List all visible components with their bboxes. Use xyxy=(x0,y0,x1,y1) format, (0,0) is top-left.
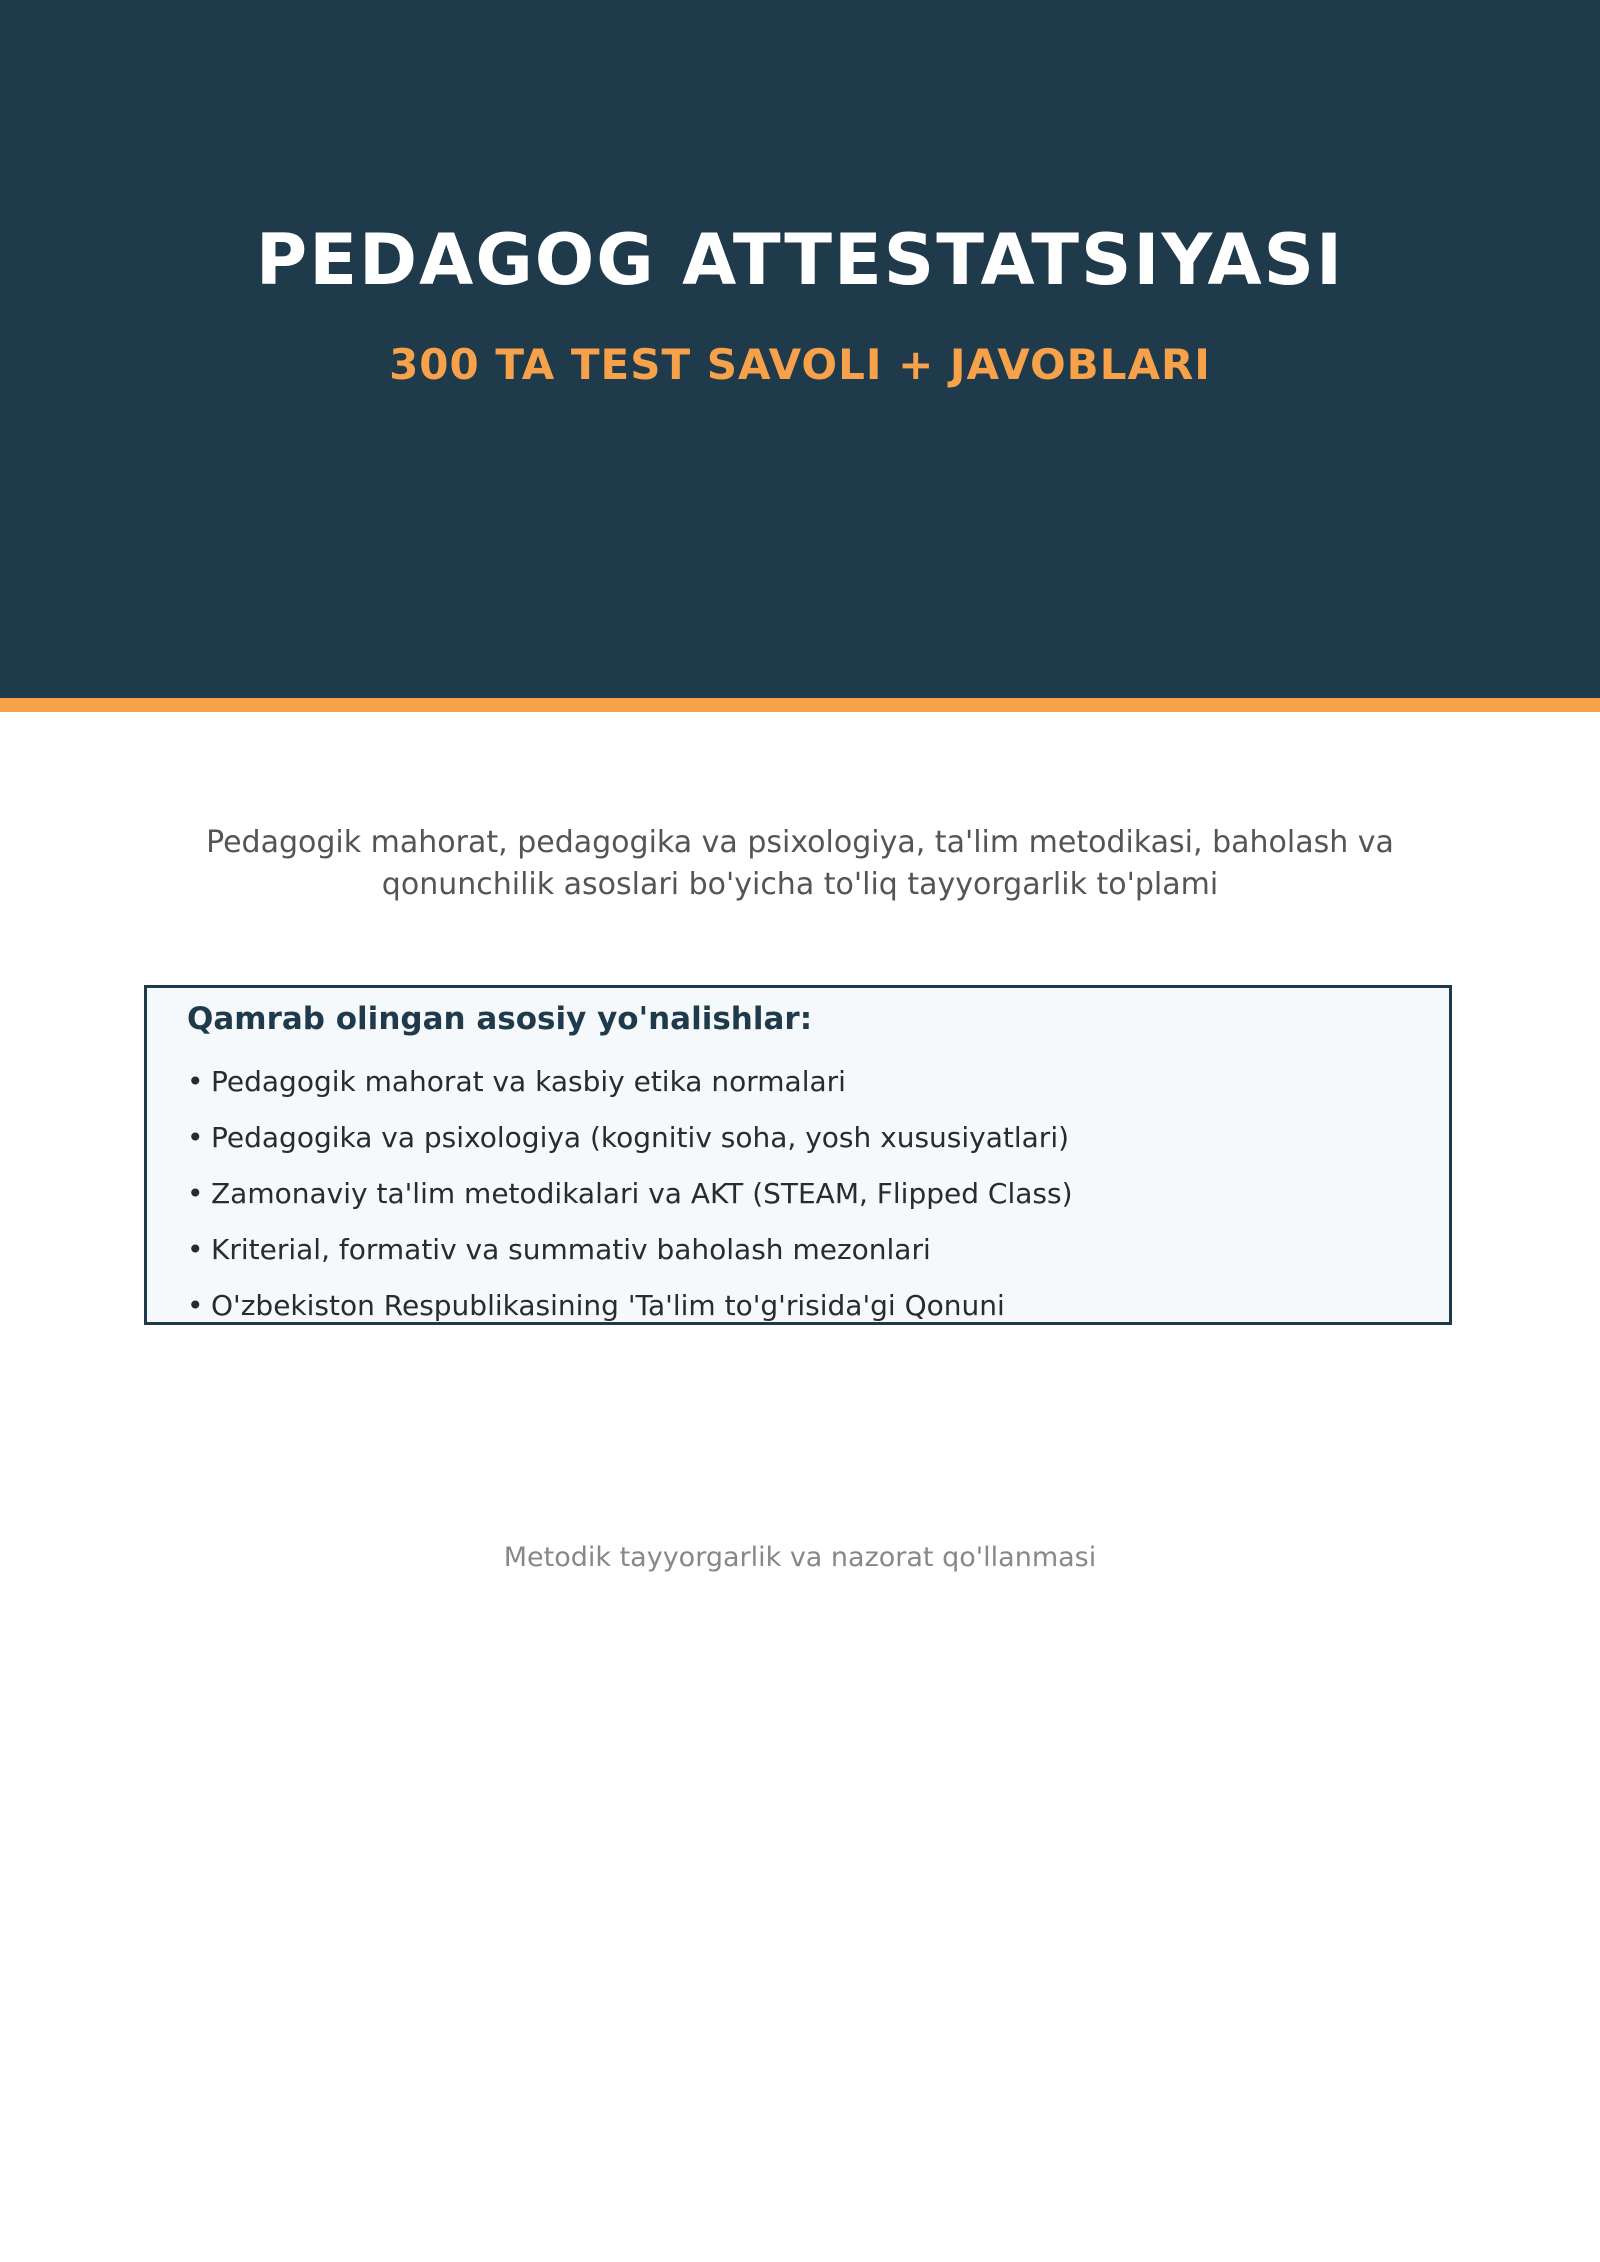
list-item xyxy=(187,1222,1073,1278)
topic-list xyxy=(187,1054,1073,1334)
topic-label: Kriterial, formativ va summativ baholash mezonlari xyxy=(211,1233,931,1266)
topic-label: Pedagogik mahorat va kasbiy etika normalari xyxy=(211,1065,846,1098)
list-item xyxy=(187,1166,1073,1222)
bullet-icon: • xyxy=(187,1233,204,1266)
topics-box xyxy=(144,985,1452,1325)
topic-label: O'zbekiston Respublikasining 'Ta'lim to'g'risida'gi Qonuni xyxy=(211,1289,1005,1322)
bullet-icon: • xyxy=(187,1177,204,1210)
list-item xyxy=(187,1110,1073,1166)
description xyxy=(180,822,1420,906)
list-item xyxy=(187,1278,1073,1334)
list-item xyxy=(187,1054,1073,1110)
header-accent-rule xyxy=(0,698,1600,712)
topic-label: Zamonaviy ta'lim metodikalari va AKT (STEAM, Flipped Class) xyxy=(211,1177,1073,1210)
description-line-1: Pedagogik mahorat, pedagogika va psixologiya, ta'lim metodikasi, baholash va xyxy=(206,825,1394,860)
topic-label: Pedagogika va psixologiya (kognitiv soha, yosh xususiyatlari) xyxy=(211,1121,1070,1154)
page-subtitle: 300 TA TEST SAVOLI + JAVOBLARI xyxy=(389,340,1211,389)
topics-heading: Qamrab olingan asosiy yo'nalishlar: xyxy=(187,1001,813,1037)
page-title: PEDAGOG ATTESTATSIYASI xyxy=(255,219,1345,301)
footer-note: Metodik tayyorgarlik va nazorat qo'llanmasi xyxy=(503,1542,1097,1573)
description-line-2: qonunchilik asoslari bo'yicha to'liq tayyorgarlik to'plami xyxy=(381,867,1219,902)
bullet-icon: • xyxy=(187,1065,204,1098)
bullet-icon: • xyxy=(187,1121,204,1154)
bullet-icon: • xyxy=(187,1289,204,1322)
